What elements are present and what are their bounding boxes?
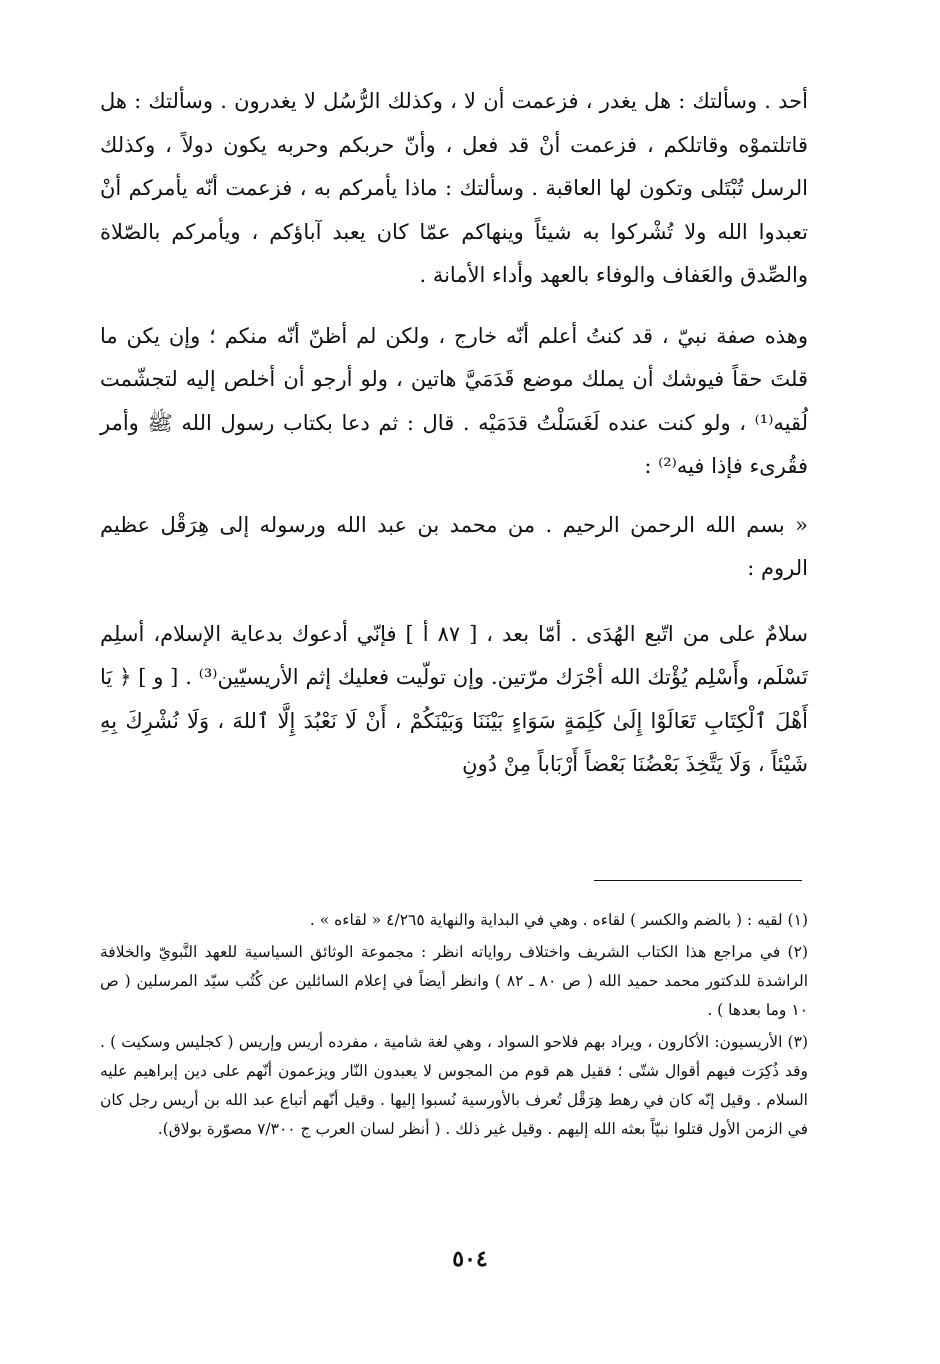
paragraph-1: أحد . وسألتك : هل يغدر ، فزعمت أن لا ، وكذلك الرُّسُل لا يغدرون . وسألتك : هل قاتلتموْه وقاتلكم ، فزعمت أنْ قد فعل ، وأنّ حربكم وحربه يكون دولاً ، وكذلك الرسل تُبْتَلى وتكون لها العاقبة . وسألتك : ماذا يأمركم به ، فزعمت أنّه يأمركم أنْ تعبدوا الله ولا تُشْركوا به شيئاً وينهاكم عمّا كان يعبد آباؤكم ، ويأمركم بالصّلاة والصِّدق والعَفاف والوفاء بالعهد وأداء الأمانة . bbox=[100, 89, 808, 287]
paragraph-2: وهذه صفة نبيّ ، قد كنتُ أعلم أنّه خارج ، ولكن لم أظنّ أنّه منكم ؛ وإن يكن ما قلتَ حقاً فيوشك أن يملك موضع قَدَمَيَّ هاتين ، ولو أرجو أن أخلص إليه لتجشّمت لُقيه⁽¹⁾ ، ولو كنت عنده لَغَسَلْتُ قدَمَيْه . قال : ثم دعا بكتاب رسول الله ﷺ وأمر فقُرىء فإذا فيه⁽²⁾ : bbox=[100, 323, 808, 478]
footnote-3: (٣) الأريسيون: الأكارون ، ويراد بهم فلاحو السواد ، وهي لغة شامية ، مفرده أريس وإريس ( كجليس وسكيت ) . وقد ذُكِرَت فيهم أقوال شتّى ؛ فقيل هم قوم من المجوس لا يعبدون النّار ويزعمون أنّهم على دين إبراهيم عليه السلام . وقيل إنّه كان في رهط هِرَقْل تُعرف بالأورسية نُسبوا إليها . وقيل أنّهم أتباع عبد الله بن أريس رجل كان في الزمن الأول قتلوا نبيّاً بعثه الله إليهم . وقيل غير ذلك . ( أنظر لسان العرب ج ٧/٣٠٠ مصوّرة بولاق). bbox=[100, 1033, 808, 1138]
paragraph-4-letter-body: سلامٌ على من اتّبع الهُدَى . أمّا بعد ، [ ٨٧ أ ] فإنّي أدعوك بدعاية الإسلام، أسلِم تَسْلَم، وأَسْلِم يُؤْتك الله أجْرَك مرّتين. وإن تولّيت فعليك إثم الأريسيّين⁽³⁾ . [ و ] ﴿ يَا أَهْلَ ٱلْكِتَابِ تَعَالَوْا إِلَىٰ كَلِمَةٍ سَوَاءٍ بَيْنَنَا وَبَيْنَكُمْ ، أَنْ لَا نَعْبُدَ إِلَّا ٱللهَ ، وَلَا نُشْرِكَ بِهِ شَيْئاً ، وَلَا يَتَّخِذَ بَعْضُنَا بَعْضاً أَرْبَاباً مِنْ دُونِ bbox=[100, 621, 809, 776]
footnote-1: (١) لقيه : ( بالضم والكسر ) لقاءه . وهي في البداية والنهاية ٤/٢٦٥ « لقاءه » . bbox=[309, 911, 808, 929]
footnote-2: (٢) في مراجع هذا الكتاب الشريف واختلاف رواياته انظر : مجموعة الوثائق السياسية للعهد النَّبويّ والخلافة الراشدة للدكتور محمد حميد الله ( ص ٨٠ ـ ٨٢ ) وانظر أيضاً في إعلام السائلين عن كُتُب سيّد المرسلين ( ص ١٠ وما بعدها ) . bbox=[100, 943, 808, 1019]
footnotes bbox=[100, 906, 808, 1147]
footnote-separator bbox=[594, 880, 802, 881]
page-number: ٥٠٤ bbox=[452, 1246, 488, 1272]
main-text bbox=[100, 80, 808, 787]
paragraph-3-letter-opening: « بسم الله الرحمن الرحيم . من محمد بن عبد الله ورسوله إلى هِرَقْل عظيم الروم : bbox=[100, 512, 808, 580]
